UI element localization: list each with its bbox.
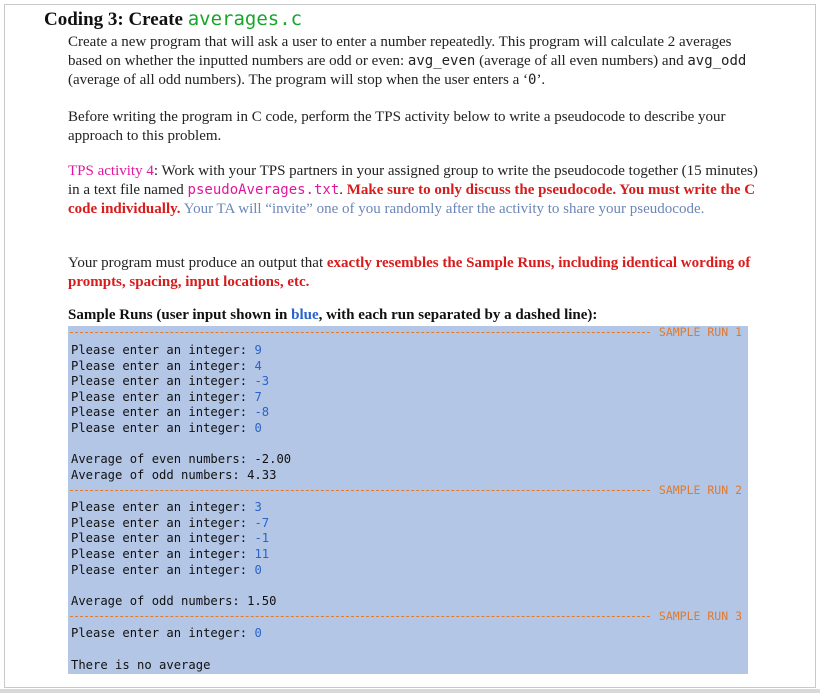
tps-filename: pseudoAverages.txt [187,182,340,198]
before-paragraph: Before writing the program in C code, perform the TPS activity below to write a pseudocode to describe your approach to this problem. [68,109,726,144]
console-prompt-line [71,342,262,358]
run-divider [70,484,746,496]
run-divider [70,326,746,338]
intro-text-1: Create a new program that will ask a user to enter a number repeatedly. This program will calculate 2 averages based on whether the inputted numbers are odd or even: [68,34,732,69]
tps-text-1: : Work with your TPS partners in your assigned group to write the pseudocode together (15 minutes) in a text file named [68,163,758,198]
sample-head-text-2: , with each run separated by a dashed line): [318,307,598,323]
sample-runs-console [68,326,748,674]
prompt-text: Please enter an integer: [71,343,255,357]
user-input: 0 [254,626,262,640]
console-prompt-line [71,404,269,420]
output-req-bold: exactly resembles the Sample Runs, including identical wording of prompts, spacing, input locations, etc. [68,255,751,290]
prompt-text: Please enter an integer: [71,516,255,530]
sample-head-blue: blue [291,307,319,323]
user-input: -3 [254,374,270,388]
intro-text-4: ’. [536,72,546,88]
prompt-text: Please enter an integer: [71,359,255,373]
user-input: -7 [254,516,270,530]
tps-label: TPS activity 4 [68,163,154,179]
prompt-text: Please enter an integer: [71,626,255,640]
prompt-text: Please enter an integer: [71,374,255,388]
console-prompt-line [71,358,262,374]
tps-paragraph [68,162,758,219]
console-prompt-line [71,389,262,405]
sample-head-text-1: Sample Runs (user input shown in [68,307,292,323]
console-prompt-line [71,530,269,546]
intro-text-2: (average of all even numbers) and [475,53,688,69]
title-prefix: Coding 3: Create [44,9,188,30]
tps-text-2: . [339,182,347,198]
output-requirement-paragraph [68,254,758,292]
console-prompt-line [71,546,269,562]
run-label: SAMPLE RUN 3 [658,609,742,623]
prompt-text: Please enter an integer: [71,531,255,545]
console-prompt-line [71,625,262,641]
run-label: SAMPLE RUN 1 [658,325,742,339]
intro-text-3: (average of all odd numbers). The program will stop when the user enters a ‘ [68,72,528,88]
user-input: 3 [254,500,262,514]
console-result-line: Average of odd numbers: 1.50 [71,594,277,608]
intro-code-zero: 0 [528,72,537,88]
user-input: 4 [254,359,262,373]
sample-runs-heading [68,307,597,324]
user-input: 0 [254,421,262,435]
user-input: -8 [254,405,270,419]
console-result-line: There is no average [71,658,211,672]
console-prompt-line [71,373,269,389]
run-divider [70,610,746,622]
section-title [44,8,302,31]
prompt-text: Please enter an integer: [71,547,255,561]
tps-warning: Make sure to only discuss the pseudocode. You must write the C code individually. [68,182,756,217]
intro-paragraph [68,33,758,90]
page-bottom-edge [0,689,820,693]
user-input: 0 [254,563,262,577]
title-filename: averages.c [187,8,303,30]
prompt-text: Please enter an integer: [71,500,255,514]
prompt-text: Please enter an integer: [71,421,255,435]
console-prompt-line [71,515,269,531]
console-result-line: Average of even numbers: -2.00 [71,452,292,466]
prompt-text: Please enter an integer: [71,405,255,419]
intro-code-avg-even: avg_even [407,53,476,69]
user-input: 9 [254,343,262,357]
user-input: 7 [254,390,262,404]
console-prompt-line [71,562,262,578]
console-result-line: Average of odd numbers: 4.33 [71,468,277,482]
console-prompt-line [71,420,262,436]
intro-code-avg-odd: avg_odd [687,53,747,69]
output-req-text: Your program must produce an output that [68,255,327,271]
tps-text-3: Your TA will “invite” one of you randomly after the activity to share your pseudocode. [180,201,705,217]
user-input: 11 [254,547,270,561]
prompt-text: Please enter an integer: [71,563,255,577]
prompt-text: Please enter an integer: [71,390,255,404]
console-prompt-line [71,499,262,515]
run-label: SAMPLE RUN 2 [658,483,742,497]
user-input: -1 [254,531,270,545]
